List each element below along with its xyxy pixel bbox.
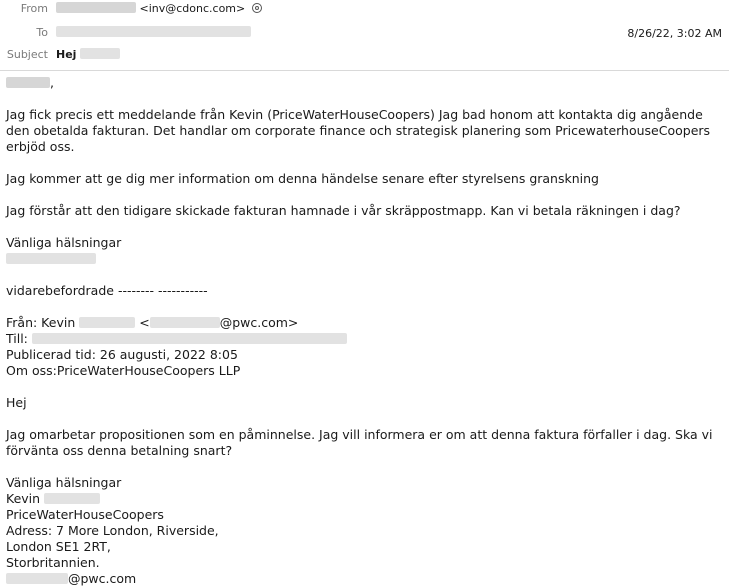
fwd-paragraph-1: Jag omarbetar propositionen som en påminnelse. Jag vill informera er om att denna faktura förfaller i dag. Ska vi förvänta oss denna betalning snart? <box>6 427 713 458</box>
fwd-greeting: Hej <box>6 395 27 410</box>
redacted-subject <box>80 48 120 59</box>
redacted-recipient <box>56 26 251 37</box>
sig-country: Storbritannien. <box>6 555 100 570</box>
redacted-sig-surname <box>44 493 100 504</box>
from-label: From <box>20 2 48 15</box>
subject-text: Hej <box>56 48 77 61</box>
closing: Vänliga hälsningar <box>6 235 122 250</box>
to-label: To <box>36 26 48 39</box>
sig-email[interactable]: @pwc.com <box>6 571 724 587</box>
forwarded-divider: vidarebefordrade -------- ----------- <box>6 283 208 298</box>
subject-value <box>56 48 120 62</box>
fwd-closing: Vänliga hälsningar <box>6 475 122 490</box>
subject-label: Subject <box>6 48 48 61</box>
fwd-about: Om oss:PriceWaterHouseCoopers LLP <box>6 363 241 378</box>
at-sign-icon <box>252 3 262 13</box>
email-header <box>0 0 729 71</box>
sig-name: Kevin <box>6 491 724 507</box>
fwd-from-line: Från: Kevin < @pwc.com> <box>6 315 299 330</box>
redacted-greeting-name <box>6 77 50 88</box>
from-value[interactable] <box>56 2 262 16</box>
paragraph-3: Jag förstår att den tidigare skickade fakturan hamnade i vår skräppostmapp. Kan vi betala räkningen i dag? <box>6 203 681 218</box>
from-address: <inv@cdonc.com> <box>139 2 246 15</box>
fwd-to-line: Till: <box>6 331 724 347</box>
email-body <box>6 75 724 587</box>
greeting: , <box>6 75 724 91</box>
sig-address-1: Adress: 7 More London, Riverside, <box>6 523 219 538</box>
paragraph-2: Jag kommer att ge dig mer information om denna händelse senare efter styrelsens granskning <box>6 171 599 186</box>
redacted-recipients <box>32 333 347 344</box>
signature-redacted <box>6 251 724 267</box>
sig-company: PriceWaterHouseCoopers <box>6 507 164 522</box>
email-date: 8/26/22, 3:02 AM <box>627 27 722 40</box>
redacted-sender-name <box>56 2 136 13</box>
fwd-published: Publicerad tid: 26 augusti, 2022 8:05 <box>6 347 238 362</box>
to-value[interactable] <box>56 26 251 40</box>
paragraph-1: Jag fick precis ett meddelande från Kevin (PriceWaterHouseCoopers) Jag bad honom att kontakta dig angående den obetalda fakturan. Det handlar om corporate finance och strategisk planering som PricewaterhouseCoopers erbjöd oss. <box>6 107 711 154</box>
redacted-email-user <box>150 317 220 328</box>
fwd-from-domain[interactable]: @pwc.com> <box>219 315 299 330</box>
redacted-sig-email-user <box>6 573 68 584</box>
redacted-surname <box>79 317 135 328</box>
sig-address-2: London SE1 2RT, <box>6 539 111 554</box>
